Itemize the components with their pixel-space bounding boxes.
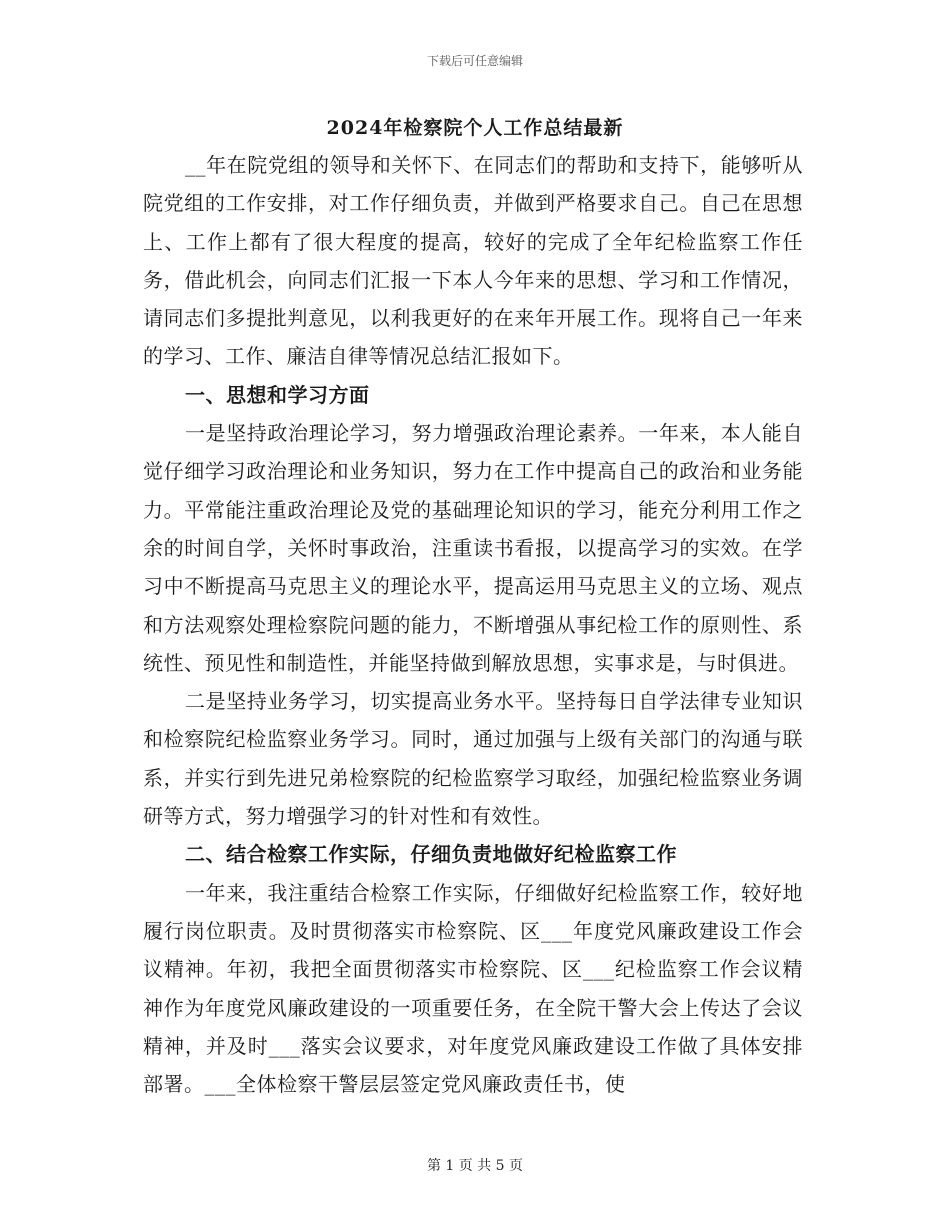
section1-paragraph-2: 二是坚持业务学习，切实提高业务水平。坚持每日自学法律专业知识和检察院纪检监察业务学习。同时，通过加强与上级有关部门的沟通与联系，并实行到先进兄弟检察院的纪检监察学习取经，加强纪检监察业务调研等方式，努力增强学习的针对性和有效性。 bbox=[143, 689, 803, 829]
section1-paragraph-1: 一是坚持政治理论学习，努力增强政治理论素养。一年来，本人能自觉仔细学习政治理论和业务知识，努力在工作中提高自己的政治和业务能力。平常能注重政治理论及党的基础理论知识的学习，能充分利用工作之余的时间自学，关怀时事政治，注重读书看报，以提高学习的实效。在学习中不断提高马克思主义的理论水平，提高运用马克思主义的立场、观点和方法观察处理检察院问题的能力，不断增强从事纪检工作的原则性、系统性、预见性和制造性，并能坚持做到解放思想，实事求是，与时俱进。 bbox=[143, 421, 803, 675]
document-title: 2024年检察院个人工作总结最新 bbox=[326, 117, 624, 139]
section2-paragraph-1: 一年来，我注重结合检察工作实际，仔细做好纪检监察工作，较好地履行岗位职责。及时贯彻落实市检察院、区___年度党风廉政建设工作会议精神。年初，我把全面贯彻落实市检察院、区___纪检监察工作会议精神作为年度党风廉政建设的一项重要任务，在全院干警大会上传达了会议精神，并及时___落实会议要求，对年度党风廉政建设工作做了具体安排部署。___全体检察干警层层签定党风廉政责任书，使 bbox=[143, 880, 803, 1097]
document-body bbox=[143, 146, 803, 1103]
header-note: 下载后可任意编辑 bbox=[426, 54, 523, 68]
section-heading-2: 二、结合检察工作实际，仔细负责地做好纪检监察工作 bbox=[185, 842, 677, 867]
intro-paragraph: __年在院党组的领导和关怀下、在同志们的帮助和支持下，能够听从院党组的工作安排，对工作仔细负责，并做到严格要求自己。自己在思想上、工作上都有了很大程度的提高，较好的完成了全年纪检监察工作任务，借此机会，向同志们汇报一下本人今年来的思想、学习和工作情况，请同志们多提批判意见，以利我更好的在来年开展工作。现将自己一年来的学习、工作、廉洁自律等情况总结汇报如下。 bbox=[143, 153, 803, 369]
page-number-footer: 第 1 页 共 5 页 bbox=[426, 1158, 524, 1174]
section-heading-1: 一、思想和学习方面 bbox=[185, 382, 370, 407]
